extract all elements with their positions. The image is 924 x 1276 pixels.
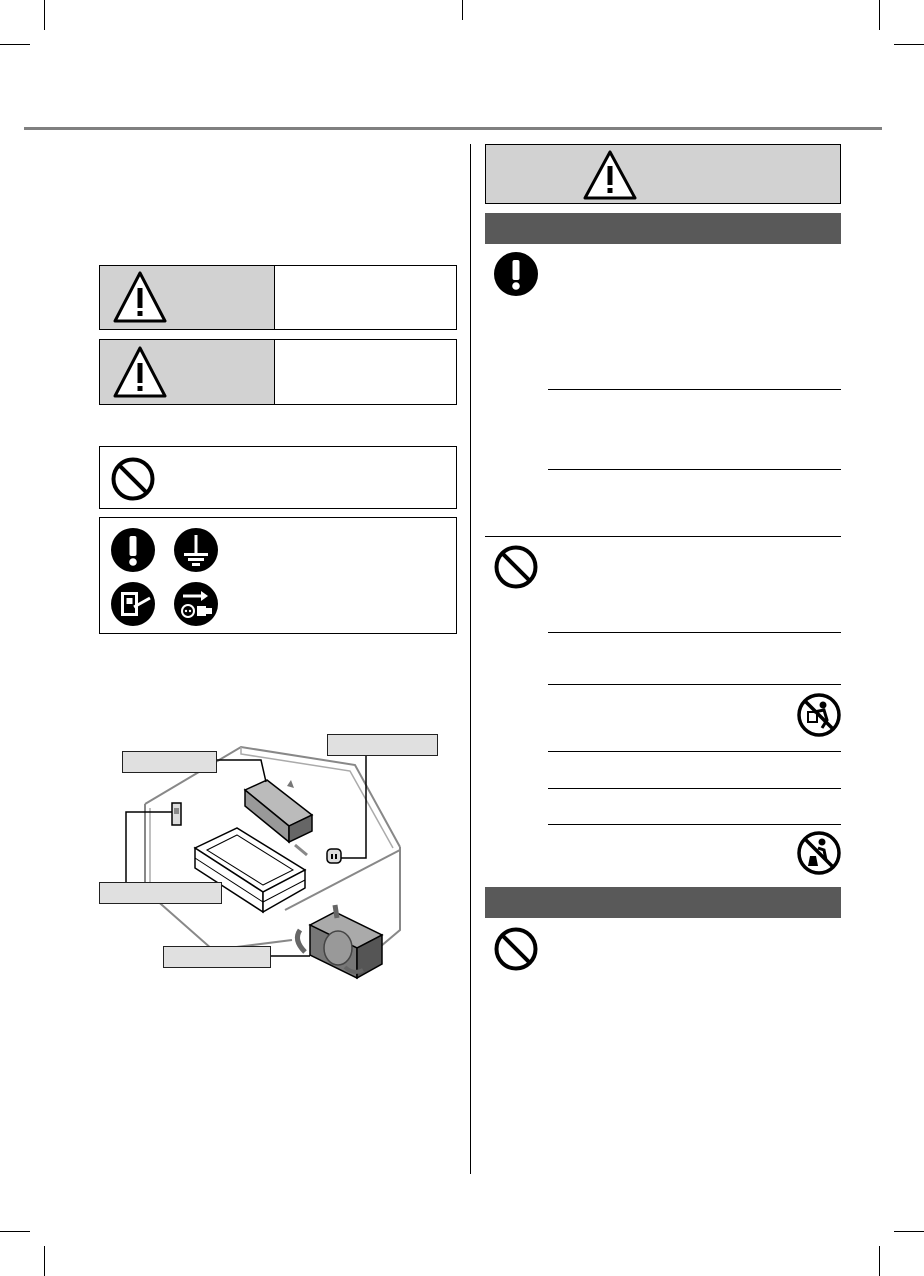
group-divider	[485, 536, 841, 537]
section-header-bar	[485, 213, 841, 244]
header-rule	[24, 127, 882, 130]
signal-legend-warning	[99, 339, 457, 405]
item-divider	[548, 389, 841, 390]
outdoor-unit-illustration	[297, 905, 382, 978]
precautions-banner	[485, 144, 841, 204]
crop-mark	[0, 1231, 30, 1232]
crop-mark	[44, 0, 45, 30]
exclamation-icon	[493, 251, 539, 297]
diagram-label-outlet	[327, 734, 438, 756]
item-divider	[548, 469, 841, 470]
crop-mark	[894, 1231, 924, 1232]
breaker-off-icon	[110, 581, 156, 627]
warning-triangle-icon	[112, 345, 168, 399]
warning-triangle-icon	[582, 149, 638, 201]
mandatory-legend	[99, 517, 457, 634]
item-divider	[548, 788, 841, 789]
prohibition-icon	[493, 544, 539, 590]
no-wet-hands-icon	[796, 830, 842, 876]
no-touch-icon	[796, 692, 842, 738]
item-divider	[548, 684, 841, 685]
item-divider	[548, 824, 841, 825]
crop-mark	[879, 1246, 880, 1276]
crop-mark	[0, 44, 30, 45]
outlet-illustration	[327, 849, 341, 863]
column-divider	[470, 144, 471, 1174]
crop-mark	[879, 0, 880, 30]
diagram-label-indoor-unit	[122, 751, 217, 773]
exclamation-icon	[110, 527, 156, 573]
prohibition-legend	[99, 446, 457, 509]
crop-mark	[44, 1246, 45, 1276]
item-divider	[548, 632, 841, 633]
diagram-label-remote	[99, 882, 222, 904]
signal-legend-label	[99, 339, 275, 405]
signal-legend-label	[99, 265, 275, 330]
prohibition-icon	[493, 926, 539, 972]
unplug-icon	[173, 581, 219, 627]
crop-mark	[894, 44, 924, 45]
crop-mark	[462, 0, 463, 20]
ground-icon	[173, 527, 219, 573]
diagram-label-outdoor-unit	[163, 946, 271, 968]
section-header-bar	[485, 887, 841, 918]
remote-controller-illustration	[172, 803, 181, 825]
installation-diagram	[95, 730, 445, 985]
item-divider	[548, 751, 841, 752]
warning-triangle-icon	[112, 270, 168, 324]
prohibition-icon	[110, 456, 156, 502]
signal-legend-danger	[99, 265, 457, 330]
